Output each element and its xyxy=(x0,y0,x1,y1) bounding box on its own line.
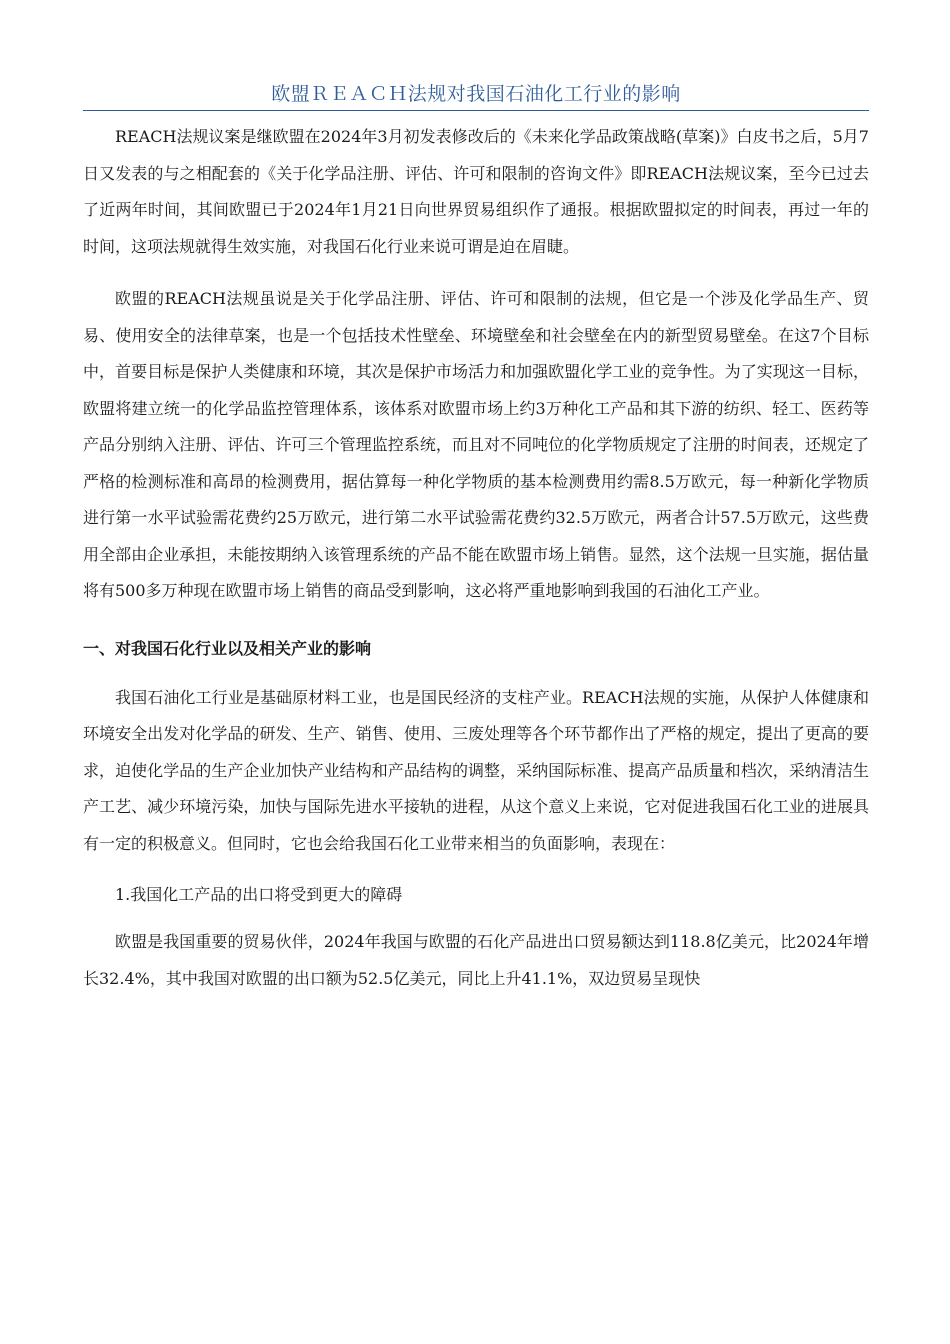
document-page xyxy=(83,0,869,997)
intro-paragraph: REACH法规议案是继欧盟在2024年3月初发表修改后的《未来化学品政策战略(草案)》白皮书之后，5月7日又发表的与之相配套的《关于化学品注册、评估、许可和限制的咨询文件》即REACH法规议案，至今已过去了近两年时间，其间欧盟已于2024年1月21日向世界贸易组织作了通报。根据欧盟拟定的时间表，再过一年的时间，这项法规就得生效实施，对我国石化行业来说可谓是迫在眉睫。 xyxy=(83,127,869,256)
document-title: 欧盟ＲＥＡＣＨ法规对我国石油化工行业的影响 xyxy=(271,83,681,105)
section-heading-impact: 一、对我国石化行业以及相关产业的影响 xyxy=(83,638,372,658)
section-impact-paragraph: 我国石油化工行业是基础原材料工业，也是国民经济的支柱产业。REACH法规的实施，从保护人体健康和环境安全出发对化学品的研发、生产、销售、使用、三废处理等各个环节都作出了严格的规定，提出了更高的要求，迫使化学品的生产企业加快产业结构和产品结构的调整，采纳国际标准、提高产品质量和档次，采纳清洁生产工艺、减少环境污染，加快与国际先进水平接轨的进程，从这个意义上来说，它对促进我国石化工业的进展具有一定的积极意义。但同时，它也会给我国石化工业带来相当的负面影响，表现在： xyxy=(83,687,869,853)
subsection-heading-export: 1.我国化工产品的出口将受到更大的障碍 xyxy=(115,885,403,904)
subsection-export-paragraph: 欧盟是我国重要的贸易伙伴，2024年我国与欧盟的石化产品进出口贸易额达到118.8亿美元，比2024年增长32.4%，其中我国对欧盟的出口额为52.5亿美元，同比上升41.1%，双边贸易呈现快 xyxy=(83,932,869,988)
title-divider xyxy=(83,110,869,111)
reach-overview-paragraph: 欧盟的REACH法规虽说是关于化学品注册、评估、许可和限制的法规，但它是一个涉及化学品生产、贸易、使用安全的法律草案，也是一个包括技术性壁垒、环境壁垒和社会壁垒在内的新型贸易壁垒。在这7个目标中，首要目标是保护人类健康和环境，其次是保护市场活力和加强欧盟化学工业的竞争性。为了实现这一目标，欧盟将建立统一的化学品监控管理体系，该体系对欧盟市场上约3万种化工产品和其下游的纺织、轻工、医药等产品分别纳入注册、评估、许可三个管理监控系统，而且对不同吨位的化学物质规定了注册的时间表，还规定了严格的检测标准和高昂的检测费用，据估算每一种化学物质的基本检测费用约需8.5万欧元，每一种新化学物质进行第一水平试验需花费约25万欧元，进行第二水平试验需花费约32.5万欧元，两者合计57.5万欧元，这些费用全部由企业承担，未能按期纳入该管理系统的产品不能在欧盟市场上销售。显然，这个法规一旦实施，据估量将有500多万种现在欧盟市场上销售的商品受到影响，这必将严重地影响到我国的石油化工产业。 xyxy=(83,289,869,600)
